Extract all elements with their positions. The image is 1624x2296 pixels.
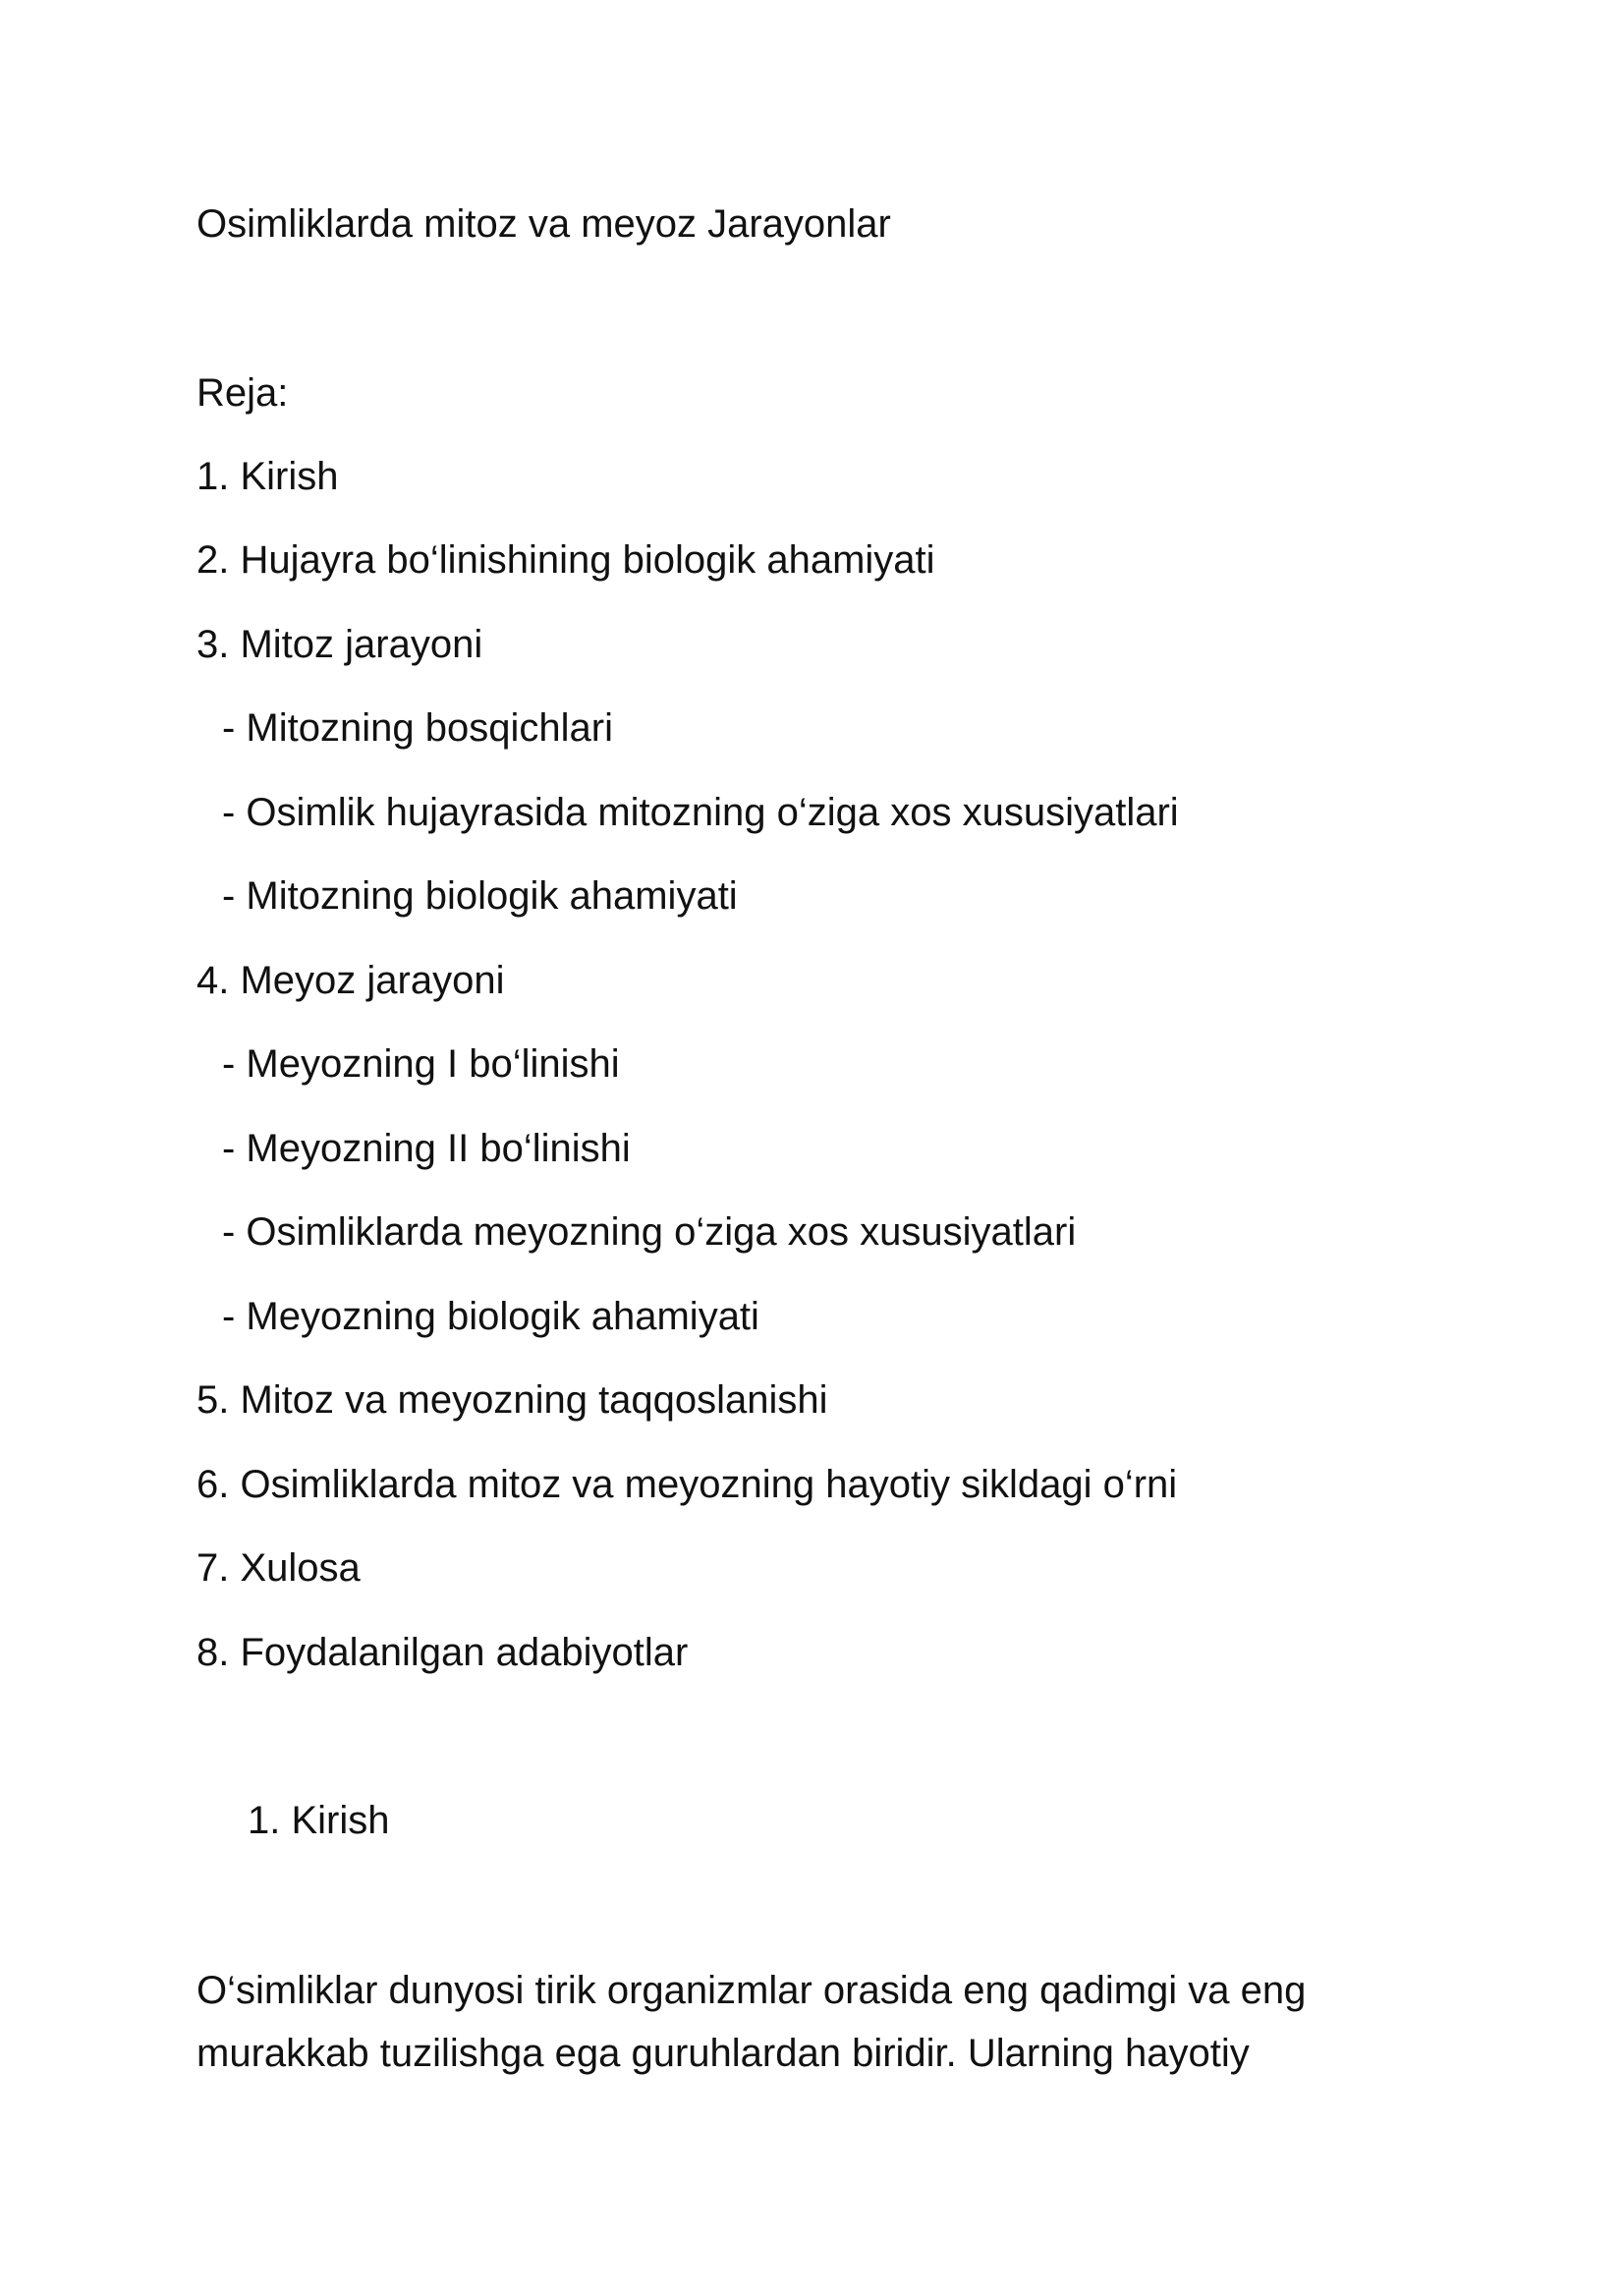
plan-item-meyoz: 4. Meyoz jarayoni xyxy=(196,959,505,1002)
plan-item-mitoz: 3. Mitoz jarayoni xyxy=(196,623,483,666)
plan-item-kirish: 1. Kirish xyxy=(196,455,339,498)
plan-item-hujayra: 2. Hujayra bo‘linishining biologik ahamiyati xyxy=(196,538,935,582)
plan-subitem-meyoz-xususiyatlari: - Osimliklarda meyozning o‘ziga xos xususiyatlari xyxy=(222,1210,1077,1254)
plan-subitem-meyoz-1: - Meyozning I bo‘linishi xyxy=(222,1042,620,1086)
plan-subitem-meyoz-2: - Meyozning II bo‘linishi xyxy=(222,1127,631,1170)
plan-subitem-mitoz-xususiyatlari: - Osimlik hujayrasida mitozning o‘ziga xos xususiyatlari xyxy=(222,791,1179,834)
section-heading-kirish: 1. Kirish xyxy=(248,1799,390,1842)
plan-label: Reja: xyxy=(196,371,289,415)
plan-subitem-mitoz-bosqichlari: - Mitozning bosqichlari xyxy=(222,706,613,750)
document-title: Osimliklarda mitoz va meyoz Jarayonlar xyxy=(196,202,891,246)
intro-paragraph: O‘simliklar dunyosi tirik organizmlar orasida eng qadimgi va eng murakkab tuzilishga ega guruhlardan biridir. Ularning hayotiy xyxy=(196,1969,1307,2075)
plan-item-adabiyotlar: 8. Foydalanilgan adabiyotlar xyxy=(196,1631,689,1674)
plan-item-hayotiy-sikl: 6. Osimliklarda mitoz va meyozning hayotiy sikldagi o‘rni xyxy=(196,1463,1178,1506)
plan-subitem-meyoz-ahamiyati: - Meyozning biologik ahamiyati xyxy=(222,1295,759,1338)
plan-item-taqqoslash: 5. Mitoz va meyozning taqqoslanishi xyxy=(196,1378,828,1422)
plan-item-xulosa: 7. Xulosa xyxy=(196,1546,361,1590)
plan-subitem-mitoz-ahamiyati: - Mitozning biologik ahamiyati xyxy=(222,874,738,918)
